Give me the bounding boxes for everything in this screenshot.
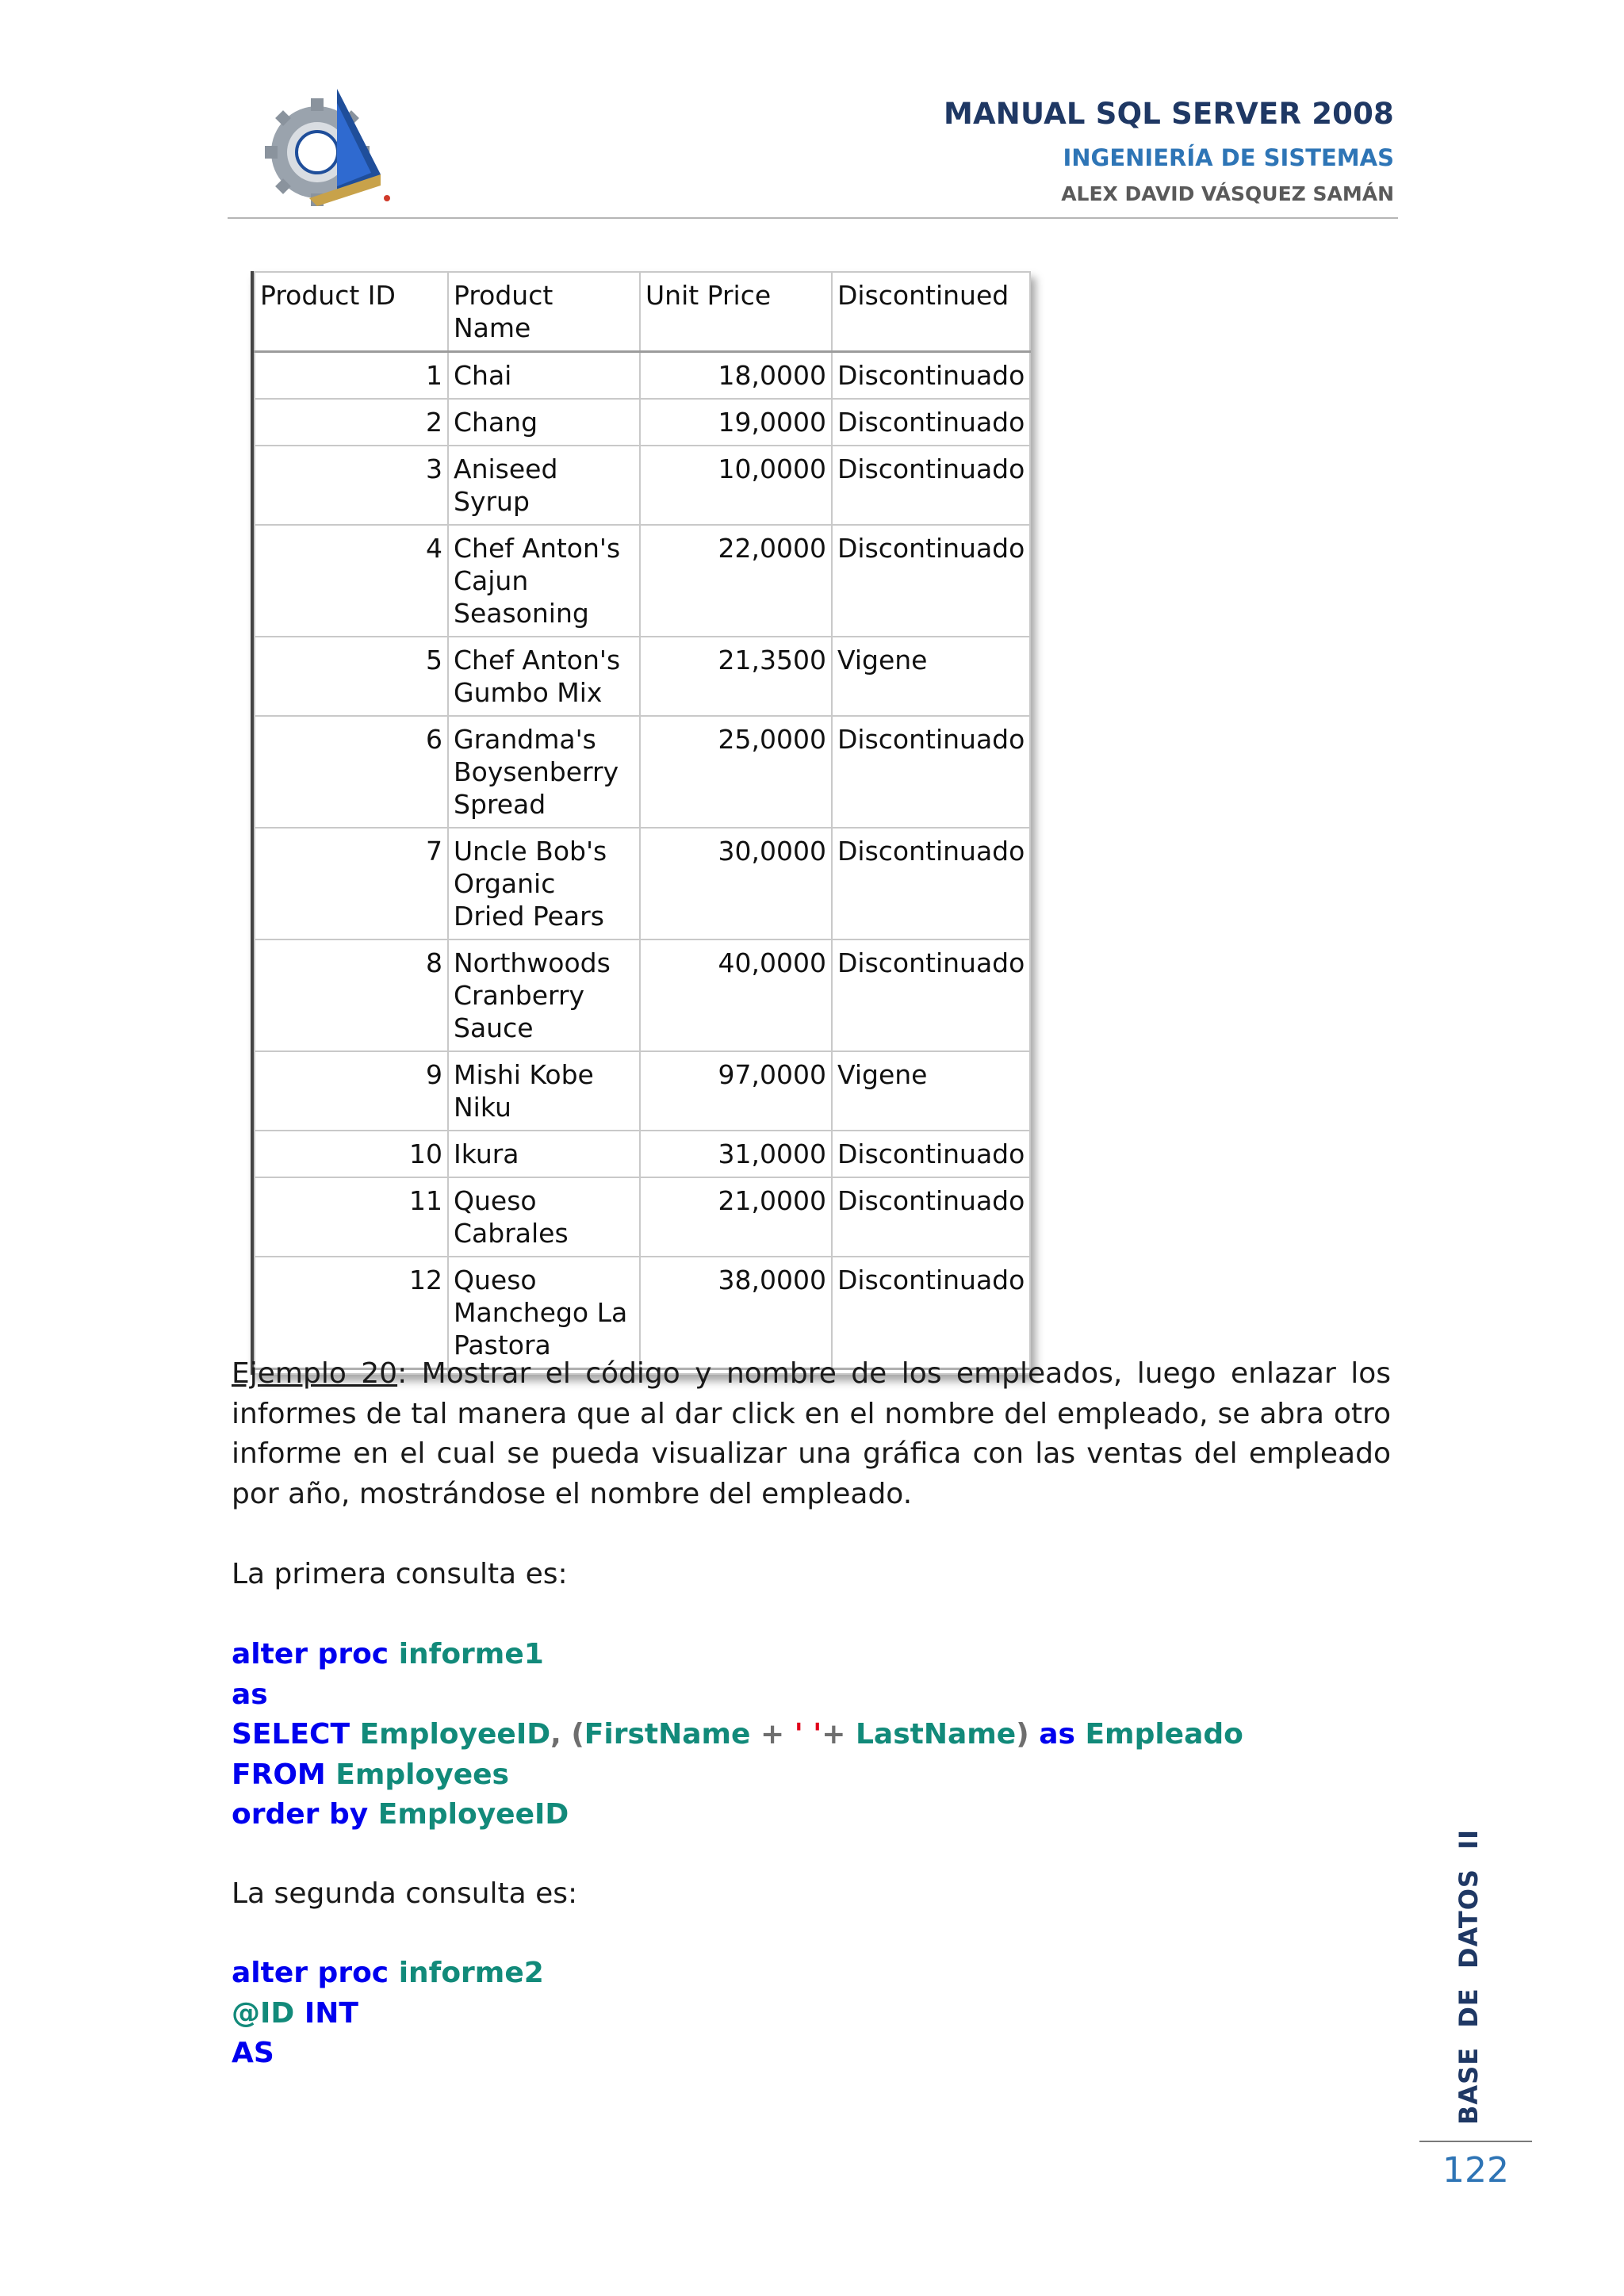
table-row xyxy=(255,716,1030,828)
code-keyword: as xyxy=(232,1678,268,1711)
code-line xyxy=(232,1755,1243,1796)
code-line xyxy=(232,1635,1243,1675)
column-header-product-name: Product Name xyxy=(448,272,640,352)
cell-unit-price: 30,0000 xyxy=(640,828,832,939)
cell-unit-price: 21,0000 xyxy=(640,1177,832,1257)
cell-unit-price: 40,0000 xyxy=(640,939,832,1051)
code-operator: + xyxy=(822,1718,856,1751)
cell-discontinued: Discontinuado xyxy=(832,1131,1030,1177)
table-header-row xyxy=(255,272,1030,352)
code-string: ' ' xyxy=(794,1718,822,1751)
cell-product-name: Queso Manchego La Pastora xyxy=(448,1257,640,1369)
table-row xyxy=(255,1257,1030,1369)
code-identifier: informe1 xyxy=(398,1638,544,1670)
cell-product-id: 3 xyxy=(255,446,448,525)
table-row xyxy=(255,637,1030,716)
cell-discontinued: Discontinuado xyxy=(832,1257,1030,1369)
second-query-label: La segunda consulta es: xyxy=(232,1877,578,1910)
code-keyword: order by xyxy=(232,1798,369,1831)
cell-product-id: 11 xyxy=(255,1177,448,1257)
cell-product-id: 6 xyxy=(255,716,448,828)
column-header-product-id: Product ID xyxy=(255,272,448,352)
cell-product-id: 2 xyxy=(255,399,448,446)
code-operator: , ( xyxy=(550,1718,584,1751)
department-subtitle: INGENIERÍA DE SISTEMAS xyxy=(1063,144,1394,171)
table-row xyxy=(255,828,1030,939)
cell-product-name: Northwoods Cranberry Sauce xyxy=(448,939,640,1051)
cell-discontinued: Discontinuado xyxy=(832,716,1030,828)
code-keyword: SELECT xyxy=(232,1718,350,1751)
code-keyword: FROM xyxy=(232,1758,326,1791)
first-query-label: La primera consulta es: xyxy=(232,1558,568,1590)
cell-product-name: Uncle Bob's Organic Dried Pears xyxy=(448,828,640,939)
code-keyword: INT xyxy=(304,1996,358,2030)
code-line xyxy=(232,1994,544,2034)
cell-discontinued: Discontinuado xyxy=(832,399,1030,446)
code-identifier: EmployeeID xyxy=(359,1718,551,1751)
cell-product-name: Chef Anton's Cajun Seasoning xyxy=(448,525,640,637)
cell-product-name: Queso Cabrales xyxy=(448,1177,640,1257)
code-keyword: alter proc xyxy=(232,1957,389,1989)
table-row xyxy=(255,399,1030,446)
code-line xyxy=(232,1715,1243,1755)
table-row xyxy=(255,352,1030,400)
code-operator: + xyxy=(750,1718,795,1751)
code-keyword: alter proc xyxy=(232,1638,389,1670)
header-divider xyxy=(228,217,1398,219)
code-identifier: EmployeeID xyxy=(377,1798,569,1831)
table-row xyxy=(255,446,1030,525)
page-number-divider xyxy=(1419,2141,1532,2142)
code-identifier: LastName xyxy=(855,1718,1017,1751)
cell-discontinued: Discontinuado xyxy=(832,939,1030,1051)
cell-product-id: 5 xyxy=(255,637,448,716)
code-identifier: Empleado xyxy=(1085,1718,1243,1751)
column-header-unit-price: Unit Price xyxy=(640,272,832,352)
code-keyword: AS xyxy=(232,2037,274,2069)
cell-unit-price: 18,0000 xyxy=(640,352,832,400)
code-line xyxy=(232,1795,1243,1835)
cell-product-name: Ikura xyxy=(448,1131,640,1177)
cell-discontinued: Discontinuado xyxy=(832,352,1030,400)
code-line xyxy=(232,1675,1243,1716)
cell-discontinued: Vigene xyxy=(832,1051,1030,1131)
side-section-label: BASE DE DATOS II xyxy=(1454,1828,1484,2125)
cell-unit-price: 31,0000 xyxy=(640,1131,832,1177)
table-row xyxy=(255,1051,1030,1131)
cell-discontinued: Discontinuado xyxy=(832,828,1030,939)
code-line xyxy=(232,1954,544,1994)
code-keyword: as xyxy=(1039,1718,1075,1751)
cell-unit-price: 19,0000 xyxy=(640,399,832,446)
table-row xyxy=(255,1131,1030,1177)
cell-product-name: Grandma's Boysenberry Spread xyxy=(448,716,640,828)
products-table xyxy=(254,271,1031,1375)
code-identifier: FirstName xyxy=(584,1718,751,1751)
column-header-discontinued: Discontinued xyxy=(832,272,1030,352)
cell-product-name: Chai xyxy=(448,352,640,400)
cell-product-id: 8 xyxy=(255,939,448,1051)
code-operator: ) xyxy=(1016,1718,1029,1751)
example-description: : Mostrar el código y nombre de los empleados, luego enlazar los informes de tal manera que al dar click en el nombre del empleado, se abra otro informe en el cual se pueda visualizar una gráfica con las ventas del empleado por año, mostrándose el nombre del empleado. xyxy=(232,1357,1391,1510)
cell-product-name: Mishi Kobe Niku xyxy=(448,1051,640,1131)
cell-unit-price: 25,0000 xyxy=(640,716,832,828)
table-row xyxy=(255,939,1030,1051)
cell-discontinued: Vigene xyxy=(832,637,1030,716)
page-number: 122 xyxy=(1442,2150,1509,2191)
cell-unit-price: 38,0000 xyxy=(640,1257,832,1369)
cell-product-id: 12 xyxy=(255,1257,448,1369)
code-identifier: @ID xyxy=(232,1996,295,2030)
cell-discontinued: Discontinuado xyxy=(832,1177,1030,1257)
manual-title: MANUAL SQL SERVER 2008 xyxy=(943,97,1394,131)
cell-unit-price: 97,0000 xyxy=(640,1051,832,1131)
products-table-screenshot xyxy=(251,271,1031,1375)
cell-unit-price: 10,0000 xyxy=(640,446,832,525)
table-row xyxy=(255,525,1030,637)
cell-product-id: 9 xyxy=(255,1051,448,1131)
cell-product-id: 4 xyxy=(255,525,448,637)
table-row xyxy=(255,1177,1030,1257)
code-identifier: Employees xyxy=(335,1758,509,1791)
cell-product-id: 7 xyxy=(255,828,448,939)
cell-discontinued: Discontinuado xyxy=(832,525,1030,637)
code-block-informe1 xyxy=(232,1635,1243,1835)
cell-product-name: Aniseed Syrup xyxy=(448,446,640,525)
code-block-informe2 xyxy=(232,1954,544,2074)
cell-product-id: 10 xyxy=(255,1131,448,1177)
author-name: ALEX DAVID VÁSQUEZ SAMÁN xyxy=(1061,182,1394,205)
cell-product-name: Chang xyxy=(448,399,640,446)
code-identifier: informe2 xyxy=(398,1957,544,1989)
cell-product-id: 1 xyxy=(255,352,448,400)
university-gear-logo xyxy=(262,79,396,222)
example-paragraph xyxy=(232,1354,1391,1514)
cell-unit-price: 22,0000 xyxy=(640,525,832,637)
cell-unit-price: 21,3500 xyxy=(640,637,832,716)
cell-discontinued: Discontinuado xyxy=(832,446,1030,525)
example-heading: Ejemplo 20 xyxy=(232,1357,398,1390)
code-line xyxy=(232,2034,544,2074)
cell-product-name: Chef Anton's Gumbo Mix xyxy=(448,637,640,716)
